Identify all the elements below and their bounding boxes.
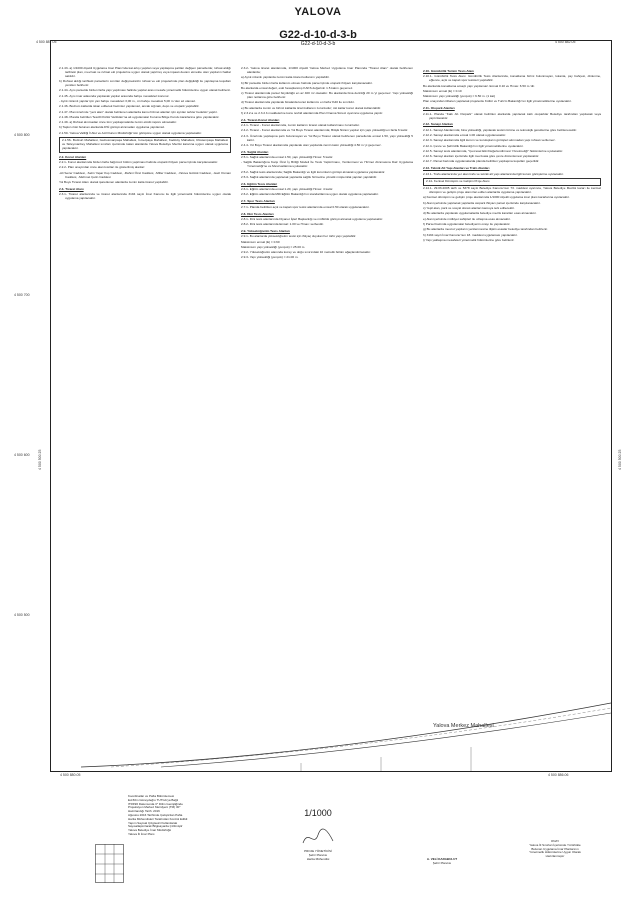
- scale-label: 1/1000: [304, 808, 332, 818]
- title-block-center: [288, 850, 348, 861]
- signature-mark: [300, 825, 336, 849]
- title-block-line: ONAY: [550, 839, 560, 843]
- note-paragraph: f) Parsel bazında uygulamalar belediyenin onayı ile yapılacaktır.: [423, 221, 511, 226]
- note-paragraph: 2.4.4- Yol Boyu Ticaret alanlarında yapılacak olan yapılarda zemin katın yüksekliği 4.50 m.'yi geçemez.: [241, 142, 382, 147]
- note-heading: 2.2- Konut Alanları: [59, 154, 87, 159]
- note-paragraph: 2.7.1- Planda belirtilen açık ve kapalı spor tesisi alanlarında emsal 0.50 olarak uygulanacaktır.: [241, 204, 370, 209]
- signatory-name: A. VELİ KARABULUT: [426, 857, 458, 861]
- title-block-line: Koordinatlar ve Pafta Bölümlemesi: [128, 794, 175, 798]
- note-heading: 2.10- Günübirlik Turizm Tesis Alanı: [423, 69, 474, 73]
- coord-left-3: 4 500 600: [14, 453, 30, 457]
- note-paragraph: 2.1.49- a) Ruhsat alınmadan önce tüm yapılaşmalarda zemin etüdü raporu alınacaktır.: [59, 120, 177, 125]
- note-paragraph: 2.1.45- Aynı imar adasında yapılacak yapılar arasında bahçe mesafeleri korunur.: [59, 93, 170, 98]
- note-paragraph: c) Yeşil alan, park ve sosyal donatı alanları kamuya terk edilecektir.: [423, 206, 515, 211]
- note-paragraph: 2.1.43- a) 1/1000 ölçekli Uygulama İmar Planı'nda kat artışı yapılan veya yapılaşma şartları değişen parsellerde; ruhsat aldığı tarihteki plan, mevzuat ve ruhsat eki projelerine uygun olarak yapılmış veya inşaatı devam etmekte olan yapıların haklar saklıdır.: [59, 67, 231, 78]
- note-paragraph: 2.9.1- Bu alanlarda yükseköğretim tesisi için ihtiyaç duyulan her türlü yapı yapılabilir.: [241, 234, 357, 239]
- note-paragraph: h) 3194 sayılı İmar Kanunu'nun 18. maddesi uygulaması yapılacaktır.: [423, 232, 518, 237]
- note-heading: 2.11- Otopark Alanları: [423, 106, 455, 111]
- note-heading: 2.13- Teknik Alt Yapı Alanları ve Trafo Alanları: [423, 166, 490, 171]
- note-paragraph: d) Bu alanlarda yapılacak uygulamalarda belediye meclis kararları esas alınacaktır.: [423, 211, 537, 216]
- note-paragraph: Maksimum yapı yüksekliği (yençok) = 25.00 m.: [241, 244, 306, 249]
- title-block-line: Hazırlandığı Tarih: 2016: [128, 809, 160, 814]
- note-paragraph: a) Ayrık nizamlı yapılarda zemin katta ticaret kullanımı yapılabilir.: [241, 75, 330, 80]
- title-block-line: Harita Mühendisi: [306, 856, 330, 861]
- note-paragraph: c) Ticaret alanlarında parsel büyüklüğü en az 400 m² olacaktır. Bu alanlarda bina derinliği 20 m.'yi geçemez. Yapı yüksekliği plan notlarına göre belirlenir.: [241, 91, 413, 99]
- note-paragraph: b) Ruhsat aldığı tarihteki parsellerin sınırları değişmeksizin ruhsat ve eki projelerinde plan değişikliği ile yapılaşma koşulları yeniden belirlenir.: [59, 79, 231, 88]
- title-block-line: Yalova İli İmar Planı: [128, 831, 155, 836]
- note-paragraph: a) Kentsel dönüşüm ve gelişim proje alanlarında 1/1000 ölçekli uygulama imar planı kararlarına uyulacaktır.: [423, 195, 570, 200]
- coord-bottom-left: 4 500 880.05: [60, 773, 81, 777]
- note-paragraph: 2.9.3- Yapı yüksekliği (yençok) = 21.00 m.: [241, 255, 299, 260]
- note-paragraph: 2.12.7- Parsel bazında uygulamalarda planda belirtilen yapılaşma koşulları geçerlidir.: [423, 159, 540, 164]
- note-paragraph: Maksimum emsal (E) = 0.10: [423, 88, 462, 93]
- neighborhood-label: Yalova Merkez Mahallesi: [433, 723, 494, 729]
- title-block-line: Yalova Belediye İmar Müdürlüğü: [128, 828, 172, 833]
- title-block-line: Hazırlanmıştır: [545, 854, 565, 859]
- road-drawing: [51, 41, 611, 771]
- note-paragraph: g) Bu alanlarda mevcut yapıların yenilenmesine ilişkin esaslar belediye tarafından belirlenir.: [423, 227, 548, 232]
- note-paragraph: 2.6.1- Eğitim alanlarında emsal 1.20, yapı yüksekliği Hmax: 4 kattır.: [241, 187, 334, 192]
- note-paragraph: 2.1.50- Yalova Valiliği İl Afet ve Acil Durum Müdürlüğü'nün görüşüne uygun olarak uygulama yapılacaktır.: [59, 130, 202, 135]
- note-paragraph: Bu alanlarda emsal değeri, eski hesaplanmış KAKS değerinin 1.5 katını geçemez.: [241, 85, 354, 90]
- note-paragraph: b) Taşkın riski bulunan alanlarda DSİ görüşü alınmadan uygulama yapılamaz.: [59, 125, 166, 130]
- note-paragraph: 2.12.2- Sanayi alanlarında emsal 1.00 olarak uygulanacaktır.: [423, 133, 507, 137]
- title-block-line: Ağustos 2016 Tarihinde Çalıştırılan Pafta: [128, 812, 183, 817]
- note-paragraph: 2.12.4- Çevre ve Şehircilik Bakanlığı'nın ilgili yönetmeliklerine uyulacaktır.: [423, 143, 524, 148]
- note-paragraph: 2.2.2- Plan onayından önce alan kısıtları ile gösterilmiş alanlar:: [59, 165, 145, 170]
- note-paragraph: Yol Boyu Ticaret Alanı olarak işaretlenen alanlarda zemin katta ticaret yapılabilir.: [59, 179, 169, 184]
- note-paragraph: - Sağlık Bakanlığına Karşı Özel İş Birliği Modeli İle Tesis Yaptırılması, Yenilenmesi ve Hizmet Alınmasına Dair Uygulama Yönetmeliği'ne ve Mevzuatlarına uyulacaktır.: [241, 160, 413, 169]
- note-paragraph: 2.1.46- Bodrum katlarda iskan edilecek hacimler yapılamaz, ancak sığınak, depo ve otopark yapılabilir.: [59, 104, 200, 109]
- title-block-line: Harita Mühendisleri Tarafından Kontrol Edildi: [128, 816, 188, 821]
- note-paragraph: 2.8.1- Dini tesis alanlarında Diyanet İşleri Başkanlığı ve müftülük görüşü alınarak uygulama yapılacaktır.: [241, 216, 384, 221]
- signatory-block: [412, 858, 472, 866]
- note-paragraph: 2.12.6- Sanayi alanları içerisinde ilgili mevzuata göre çevre düzenlemesi yapılacaktır.: [423, 154, 540, 159]
- note-heading: 2.8- Dini Tesis Alanları: [241, 211, 274, 216]
- note-paragraph: 2.13.1- Trafo alanlarında yer alan trafo ve teknik alt yapı alanlarında ilgili kurum görüşlerine uyulacaktır.: [423, 171, 564, 176]
- note-paragraph: 2.1.48- Planda belirtilen Tescilli Kültür Varlıkları'na ait uygulamalar Koruma Bölge Kurulu kararlarına göre yapılacaktır.: [59, 114, 220, 119]
- note-paragraph: 2.12.5- Sanayi tesis alanlarında, "Çevresel Etki Değerlendirmesi Yönetmeliği" hükümlerine uyulacaktır.: [423, 148, 564, 153]
- title-block-line: Ed-50m Güneydeğru TUTGA'ya Bağlı: [128, 797, 179, 802]
- note-paragraph: 2.14.1- 29.06.2005 tarih ve 5378 sayılı Belediye Kanunu'nun 73. maddesi uyarınca, Yalova Belediye Meclisi kararı ile kentsel dönüşüm ve gelişim proje alanı ilan edilen alanlarda uygulama yapılacaktır.: [423, 186, 601, 195]
- note-paragraph: 2.4.2- Ticaret - Konut alanlarında ve Yol Boyu Ticaret alanlarında; Bitişik Nizam yapılar için yapı yüksekliği en fazla 6 kattır.: [241, 128, 409, 133]
- road-edge-lower: [81, 703, 611, 767]
- coord-top-left: 4 500 887.05: [36, 40, 57, 44]
- note-heading: 2.5- Sağlık Alanları: [241, 149, 269, 154]
- note-heading: 2.14- Kentsel Dönüşüm ve Gelişim Proje Alanı: [423, 178, 601, 186]
- note-paragraph: d) Ticaret alanlarında yapılacak binalarda konut kullanımı en fazla %40 ile sınırlıdır.: [241, 100, 355, 105]
- note-paragraph: 2.8.2- Dini tesis alanlarında Emsal: 1.00 ve Hmax: serbesttir.: [241, 222, 324, 227]
- title-block-line: Yalova İli Sınırları İçerisinde Yürürlükte: [529, 842, 581, 847]
- note-heading: 2.9- Yükseköğretim Tesis Alanları: [241, 229, 290, 233]
- note-paragraph: b) Alan içerisinde yapılacak yapılarda otopark ihtiyacı parsel içerisinde karşılanacaktır.: [423, 200, 541, 205]
- title-block-line: ITRF96 Datumunda 3° Dilim Genişliğinde: [128, 801, 183, 806]
- map-frame: [50, 40, 612, 772]
- note-paragraph: 2.5.2- Sağlık tesis alanlarında; Sağlık Bakanlığı ve ilgili kurumların görüşü alınarak uygulama yapılacaktır.: [241, 169, 386, 174]
- title-block-line: Projeksiyon Merkez Meridyeni (TM) 30°: [128, 805, 181, 810]
- coord-side-left: 4 500 500 25: [38, 449, 42, 470]
- note-paragraph: 2.2.1- Konut alanlarında birden fazla bağımsız bölüm yapılması halinde otopark ihtiyacı parsel içinde karşılanacaktır.: [59, 160, 219, 164]
- note-paragraph: 2.9.2- Yükseköğretim alanında kuzey ve doğu sınırındaki 10 metrelik bölüm ağaçlandırılacaktır.: [241, 250, 371, 255]
- title-block-line: PROJE YÖNETİCİSİ: [304, 849, 332, 853]
- note-paragraph: 2.3.2- Yalova ticaret alanlarında, 1/1000 ölçekli Yalova Merkez Uygulama İmar Planında "Ticaret Alanı" olarak belirlenen alanlarda;: [241, 67, 413, 74]
- note-paragraph: 2.1.44- Aynı parselde birden fazla yapı yapılması halinde yapılar arası mesafe yönetmelik hükümlerine uygun olarak belirlenir.: [59, 88, 231, 93]
- note-paragraph: Plan onayından itibaren yapılacak projelerde Kültür ve Turizm Bakanlığı'nın ilgili yönetmeliklerine uyulacaktır.: [423, 99, 572, 104]
- note-paragraph: Bu alanlarda konaklama amaçlı yapı yapılamaz. Emsal 0.10 ve Hmax: 6.50 m.'dir.: [423, 83, 535, 88]
- note-paragraph: 2.5.3- Sağlık alanlarında yapılacak yapılarda sağlık hizmetine yönelik müştemilat yapıları yapılabilir.: [241, 174, 378, 179]
- note-heading: 2.6- Eğitim Tesis Alanları: [241, 181, 278, 186]
- note-paragraph: 2.1.56- Bozkurt Mahallesi, Gaziosmanpaşa Mahallesi, İsmetpaşa Mahallesi, Kadıköy Mahallesi, Rüstempaşa Mahallesi ve Süleymanbey Mahallesi sınırları içerisinde kalan alanlarda Yalova Belediye Meclisi kararına uygun olarak uygulama yapılacaktır.: [59, 137, 231, 153]
- note-paragraph: - Ayrık nizamlı yapılar için yan bahçe mesafeleri 3,00 m., ön bahçe mesafesi 5,00 m.'den az olamaz.: [59, 98, 196, 103]
- note-heading: 2.3- Ticaret Alanı: [59, 186, 84, 191]
- title-block-line: Sayısallaştırılarak Bilgisayarda Çizilmiştir: [128, 824, 183, 829]
- signatory-title: Şehir Plancısı: [432, 860, 452, 865]
- town-title: YALOVA: [294, 6, 342, 18]
- title-block-right: [505, 840, 605, 859]
- coord-bottom-right: 4 500 886.06: [548, 773, 569, 777]
- coord-left-4: 4 500 500: [14, 613, 30, 617]
- note-paragraph: Maksimum yapı yüksekliği (yençok) = 6.50 m. (1 kat): [423, 94, 496, 99]
- title-block-line: Yapım Sayısal Çizgiselci Kullanılarak: [128, 820, 178, 825]
- coord-side-right: 4 500 500 25: [618, 449, 622, 470]
- note-paragraph: e) Alan içerisinde mülkiyet sahipleri ile uzlaşma esas alınacaktır.: [423, 216, 511, 221]
- note-paragraph: 2.4.3- Üzerinde yapılaşma şartı bulunmayan ve Yol Boyu Ticaret olarak belirlenen parsellerde emsal 1.50, yapı yüksekliği 5 kattır.: [241, 133, 413, 142]
- note-paragraph: i) Yapı yaklaşma mesafeleri yönetmelik hükümlerine göre belirlenir.: [423, 237, 515, 242]
- coord-top-right: 4 500 882.05: [555, 40, 576, 44]
- note-paragraph: 2.1.47- Plan üzerinde "yeni alan" olarak belirlenen alanlarda kamu hizmet alanları için ayrılan terkler bedelsiz yapılır.: [59, 109, 218, 114]
- note-paragraph: 2.11.1- Planda "Katlı Ab Otopark" olarak belirtilen alanlarda yapılacak katlı otoparklar Belediye tarafından yapılacak veya yaptırılacaktır.: [423, 111, 601, 120]
- title-block-line: Şehir Plancısı: [308, 852, 328, 857]
- note-paragraph: 2.6.2- Eğitim alanlarında Milli Eğitim Bakanlığı'nın standartlarına uygun olarak uygulama yapılacaktır.: [241, 192, 379, 197]
- note-paragraph: 2.3.1- Ticaret alanlarında ve ticaret alanlarında 3194 sayılı İmar Kanunu ile ilgili yönetmelik hükümlerine uygun olarak uygulama yapılacaktır.: [59, 192, 231, 200]
- note-paragraph: b) Bir parselde birden fazla kullanım olması halinde parsel içinde otopark ihtiyacı karşılanacaktır.: [241, 80, 373, 85]
- note-heading: 2.4- Ticaret-Konut Alanları: [241, 117, 280, 122]
- coord-left-1: 4 500 800: [14, 133, 30, 137]
- note-heading: 2.12- Sanayi Alanları: [423, 122, 453, 127]
- parcel-lines: [301, 747, 471, 771]
- title-block-line: Yönetmelik Hükümlerine Uygun Olarak: [529, 850, 581, 855]
- sheet-code: G22-d-10-d-3-b: [279, 29, 357, 41]
- note-paragraph: e) Bu alanlarda zemin ve birinci katlarda ticari kullanım zorunludur; üst katlar konut olarak kullanılabilir.: [241, 105, 381, 110]
- title-block-left: [128, 795, 187, 837]
- note-paragraph: 2.5.1- Sağlık alanlarında emsal 1.50, yapı yüksekliği Hmax: 5 kattır.: [241, 155, 334, 160]
- note-paragraph: 2.12.1- Sanayi Alanlarında; bina yüksekliği, yapılacak tesisin türüne ve teknolojik gereklerine göre belirlenecektir.: [423, 127, 577, 132]
- note-paragraph: Maksimum emsal (E) = 0.60: [241, 239, 280, 244]
- sheet-code-small: G22-d-10-d-3-b: [300, 41, 336, 47]
- grid-index-diagram: [95, 844, 125, 884]
- note-paragraph: f) 2.3.2.a ve 2.3.2.b maddelerine konu tevhid alanlarında Plan Onama Süreci uyarınca uygulama yapılır.: [241, 110, 384, 115]
- note-heading: 2.7- Spor Tesis Alanları: [241, 199, 275, 204]
- note-paragraph: 2.10.1- Günübirlik Tesis Alanı: Günübirlik Tesis Alanlarında, konaklama birimi bulunmayan, lokanta, çay bahçesi, dinlenme, eğlence, açık ve kapalı spor tesisleri yapılabilir.: [423, 74, 601, 83]
- note-paragraph: 2.4.1- Ticaret - Konut alanlarında, zemin katlarını ticaret olarak kullanılması zorunludur.: [241, 123, 360, 128]
- title-block-line: Bulunan Uygulama İmar Planlarının: [531, 846, 579, 851]
- note-paragraph: -Ali Sezer Caddesi, -Selin Yaşar Kuş Caddesi, -Rahmi Özel Caddesi, -Miller Caddesi, -Yalova Gölcük Caddesi, -Gazi Osman Caddesi, -Mehmet Çetin Caddesi: [59, 170, 231, 179]
- coord-left-2: 4 500 700: [14, 293, 30, 297]
- note-paragraph: 2.12.3- Sanayi alanlarında ilgili kurum ve kuruluşların görüşleri alınmadan yapı ruhsatı verilemez.: [423, 138, 556, 143]
